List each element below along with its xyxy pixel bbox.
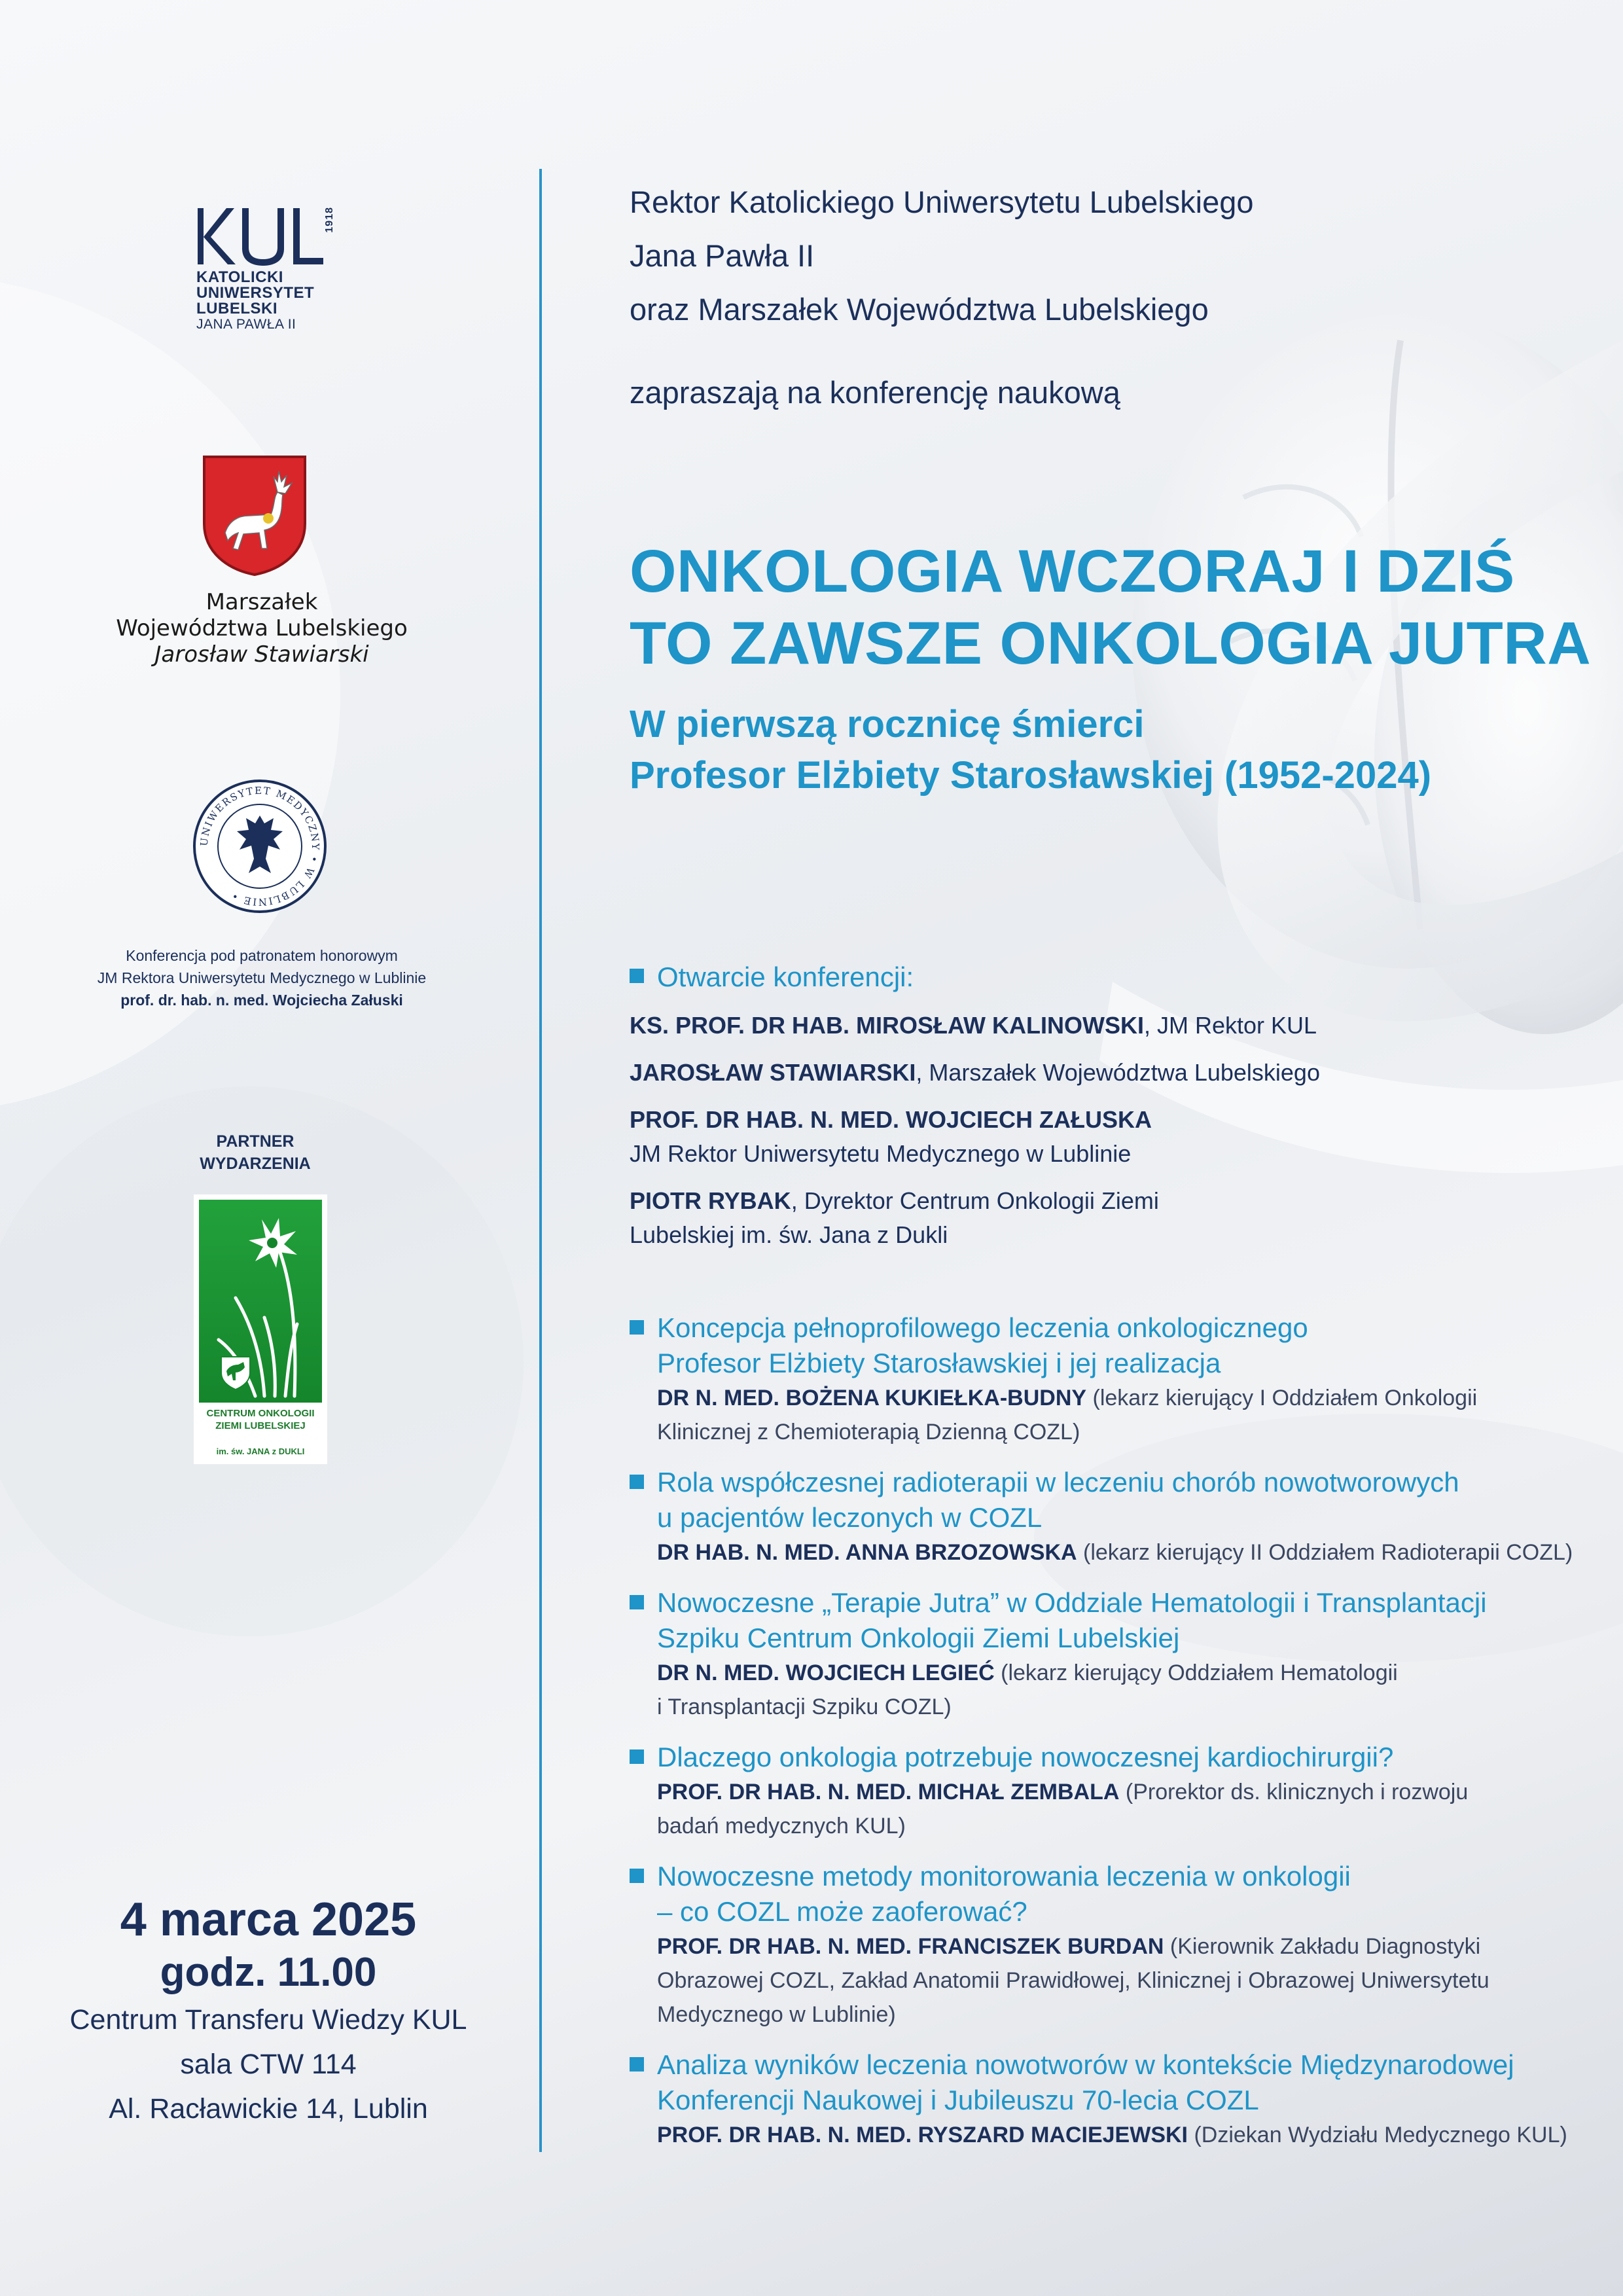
speaker-name: DR N. MED. BOŻENA KUKIEŁKA-BUDNY [657,1386,1087,1410]
conference-subtitle [630,699,1431,801]
inviter-line-1: Rektor Katolickiego Uniwersytetu Lubelskiego [630,185,1254,219]
speaker-role-continued: Obrazowej COZL, Zakład Anatomii Prawidłowej, Klinicznej i Obrazowej Uniwersytetu [657,1968,1489,1993]
cozl-green-panel [199,1200,322,1403]
speaker-role: , JM Rektor KUL [1144,1012,1317,1039]
kul-wordmark [196,270,314,332]
event-time: godz. 11.00 [160,1950,377,1995]
speaker-name: PROF. DR HAB. N. MED. WOJCIECH ZAŁUSKA [630,1106,1152,1133]
speaker-role-continued: Medycznego w Lublinie) [657,2002,896,2027]
event-details [59,1892,478,2131]
speaker-name: DR N. MED. WOJCIECH LEGIEĆ [657,1660,995,1685]
conference-title [630,535,1591,679]
talk-title-row [630,1310,1592,1381]
speaker-role: (Dziekan Wydziału Medycznego KUL) [1188,2123,1567,2147]
speaker-role: JM Rektor Uniwersytetu Medycznego w Lublinie [630,1140,1132,1167]
kul-line-2: UNIWERSYTET [196,284,315,302]
event-venue: Centrum Transferu Wiedzy KUL [69,2004,467,2036]
kul-mark-icon [195,204,326,267]
bullet-square-icon [630,969,644,983]
event-date: 4 marca 2025 [120,1893,417,1946]
talk-item [630,1740,1592,1843]
opening-heading-row [630,959,1598,996]
talk-title [657,1740,1393,1775]
inviter-line-3: oraz Marszałek Województwa Lubelskiego [630,292,1209,327]
partner-label-1: PARTNER [216,1132,294,1151]
bullet-square-icon [630,1869,644,1883]
speaker-role-continued: Klinicznej z Chemioterapią Dzienną COZL) [657,1420,1080,1444]
talk-title-row [630,1859,1592,1929]
invitation-line: zapraszają na konferencję naukową [630,375,1120,410]
kul-line-1: KATOLICKI [196,268,283,286]
talk-title-line: Konferencji Naukowej i Jubileuszu 70-lecia COZL [657,2085,1259,2115]
kul-line-4: JANA PAWŁA II [196,317,296,332]
left-column [0,0,524,2296]
speaker-role-continued: badań medycznych KUL) [657,1814,906,1839]
partner-label-2: WYDARZENIA [200,1155,311,1173]
talk-speaker [657,1929,1592,2032]
cozl-caption-2: ZIEMI LUBELSKIEJ [215,1420,306,1431]
speaker-role: (Prorektor ds. klinicznych i rozwoju [1119,1780,1469,1804]
title-line-1: ONKOLOGIA WCZORAJ I DZIŚ [630,538,1515,605]
bullet-square-icon [630,1475,644,1489]
talk-speaker [657,2118,1592,2152]
speaker-role: (lekarz kierujący Oddziałem Hematologii [994,1660,1398,1685]
right-column [630,0,1598,2296]
talk-speaker [657,1381,1592,1449]
speaker-role-continued: Lubelskiej im. św. Jana z Dukli [630,1221,948,1248]
talk-title-line: – co COZL może zaoferować? [657,1896,1027,1927]
kul-logo [195,204,346,342]
speaker-role: (Kierownik Zakładu Diagnostyki [1164,1934,1481,1959]
kul-line-3: LUBELSKI [196,300,277,317]
talk-title-line: Nowoczesne „Terapie Jutra” w Oddziale Hematologii i Transplantacji [657,1587,1487,1618]
bullet-square-icon [630,2057,644,2072]
talk-title-row [630,1585,1592,1656]
opening-section [630,959,1598,1252]
patronage-line-1: Konferencja pod patronatem honorowym [126,947,398,964]
talk-title [657,2047,1514,2118]
lublin-coat-of-arms-icon [200,453,309,577]
talk-title [657,1310,1308,1381]
talk-item [630,1859,1592,2032]
daffodil-icon [199,1200,322,1403]
speaker-role: , Dyrektor Centrum Onkologii Ziemi [791,1187,1159,1214]
speaker-role: (lekarz kierujący II Oddziałem Radioterapii COZL) [1077,1540,1573,1565]
bullet-square-icon [630,1320,644,1335]
title-line-2: TO ZAWSZE ONKOLOGIA JUTRA [630,610,1592,677]
marshal-name: Jarosław Stawiarski [154,641,369,668]
event-room: sala CTW 114 [180,2049,357,2080]
event-address: Al. Racławickie 14, Lublin [109,2093,428,2125]
speaker-name: PROF. DR HAB. N. MED. MICHAŁ ZEMBALA [657,1780,1120,1804]
vertical-divider [539,169,542,2152]
talk-title [657,1859,1351,1929]
talk-title-line: Rola współczesnej radioterapii w leczeniu chorób nowotworowych [657,1467,1459,1498]
talk-title-line: Koncepcja pełnoprofilowego leczenia onkologicznego [657,1312,1308,1343]
inviters [630,175,1254,336]
speaker-role: , Marszałek Województwa Lubelskiego [916,1059,1320,1086]
opening-speaker [630,1184,1598,1252]
talk-speaker [657,1535,1592,1570]
bullet-square-icon [630,1749,644,1764]
talk-title-row [630,1740,1592,1775]
talk-item [630,1465,1592,1570]
talk-item [630,2047,1592,2152]
marshal-title: Marszałek [205,589,318,615]
speaker-role-continued: i Transplantacji Szpiku COZL) [657,1695,952,1719]
opening-speaker [630,1103,1598,1171]
seal-text: UNIWERSYTET MEDYCZNY • W LUBLINIE • [198,784,322,908]
speaker-name: JAROSŁAW STAWIARSKI [630,1059,916,1086]
talk-title [657,1585,1487,1656]
talk-title-row [630,2047,1592,2118]
medical-university-seal-icon [191,778,329,915]
speaker-name: PIOTR RYBAK [630,1187,791,1214]
talk-title-row [630,1465,1592,1535]
cozl-logo [194,1194,327,1464]
talk-title [657,1465,1459,1535]
subtitle-line-1: W pierwszą rocznicę śmierci [630,703,1145,745]
speaker-name: DR HAB. N. MED. ANNA BRZOZOWSKA [657,1540,1077,1565]
patronage-note [72,944,452,1011]
bullet-square-icon [630,1595,644,1609]
talk-title-line: Dlaczego onkologia potrzebuje nowoczesnej kardiochirurgii? [657,1742,1394,1772]
talk-title-line: Nowoczesne metody monitorowania leczenia w onkologii [657,1861,1351,1892]
kul-year: 1918 [324,207,335,233]
speaker-role: (lekarz kierujący I Oddziałem Onkologii [1086,1386,1478,1410]
talk-title-line: u pacjentów leczonych w COZL [657,1502,1043,1533]
talks-list [630,1310,1592,2168]
inviter-line-2: Jana Pawła II [630,238,815,273]
speaker-name: PROF. DR HAB. N. MED. RYSZARD MACIEJEWSKI [657,2123,1188,2147]
speaker-name: PROF. DR HAB. N. MED. FRANCISZEK BURDAN [657,1934,1164,1959]
opening-speaker [630,1009,1598,1043]
partner-label [190,1130,321,1175]
talk-speaker [657,1656,1592,1724]
marshal-block [65,589,458,668]
talk-item [630,1585,1592,1724]
opening-speaker [630,1056,1598,1090]
marshal-region: Województwa Lubelskiego [116,615,408,641]
speaker-name: KS. PROF. DR HAB. MIROSŁAW KALINOWSKI [630,1012,1144,1039]
talk-title-line: Szpiku Centrum Onkologii Ziemi Lubelskiej [657,1623,1180,1653]
talk-title-line: Profesor Elżbiety Starosławskiej i jej realizacja [657,1348,1221,1378]
patronage-name: prof. dr. hab. n. med. Wojciecha Załuski [120,992,403,1009]
subtitle-line-2: Profesor Elżbiety Starosławskiej (1952-2024) [630,754,1432,797]
cozl-caption [196,1407,325,1432]
cozl-caption-3: im. św. JANA z DUKLI [216,1446,305,1456]
cozl-caption-1: CENTRUM ONKOLOGII [206,1408,315,1419]
patronage-line-2: JM Rektora Uniwersytetu Medycznego w Lublinie [97,969,427,986]
talk-item [630,1310,1592,1449]
opening-heading: Otwarcie konferencji: [657,961,914,992]
talk-speaker [657,1775,1592,1843]
talk-title-line: Analiza wyników leczenia nowotworów w kontekście Międzynarodowej [657,2049,1514,2080]
